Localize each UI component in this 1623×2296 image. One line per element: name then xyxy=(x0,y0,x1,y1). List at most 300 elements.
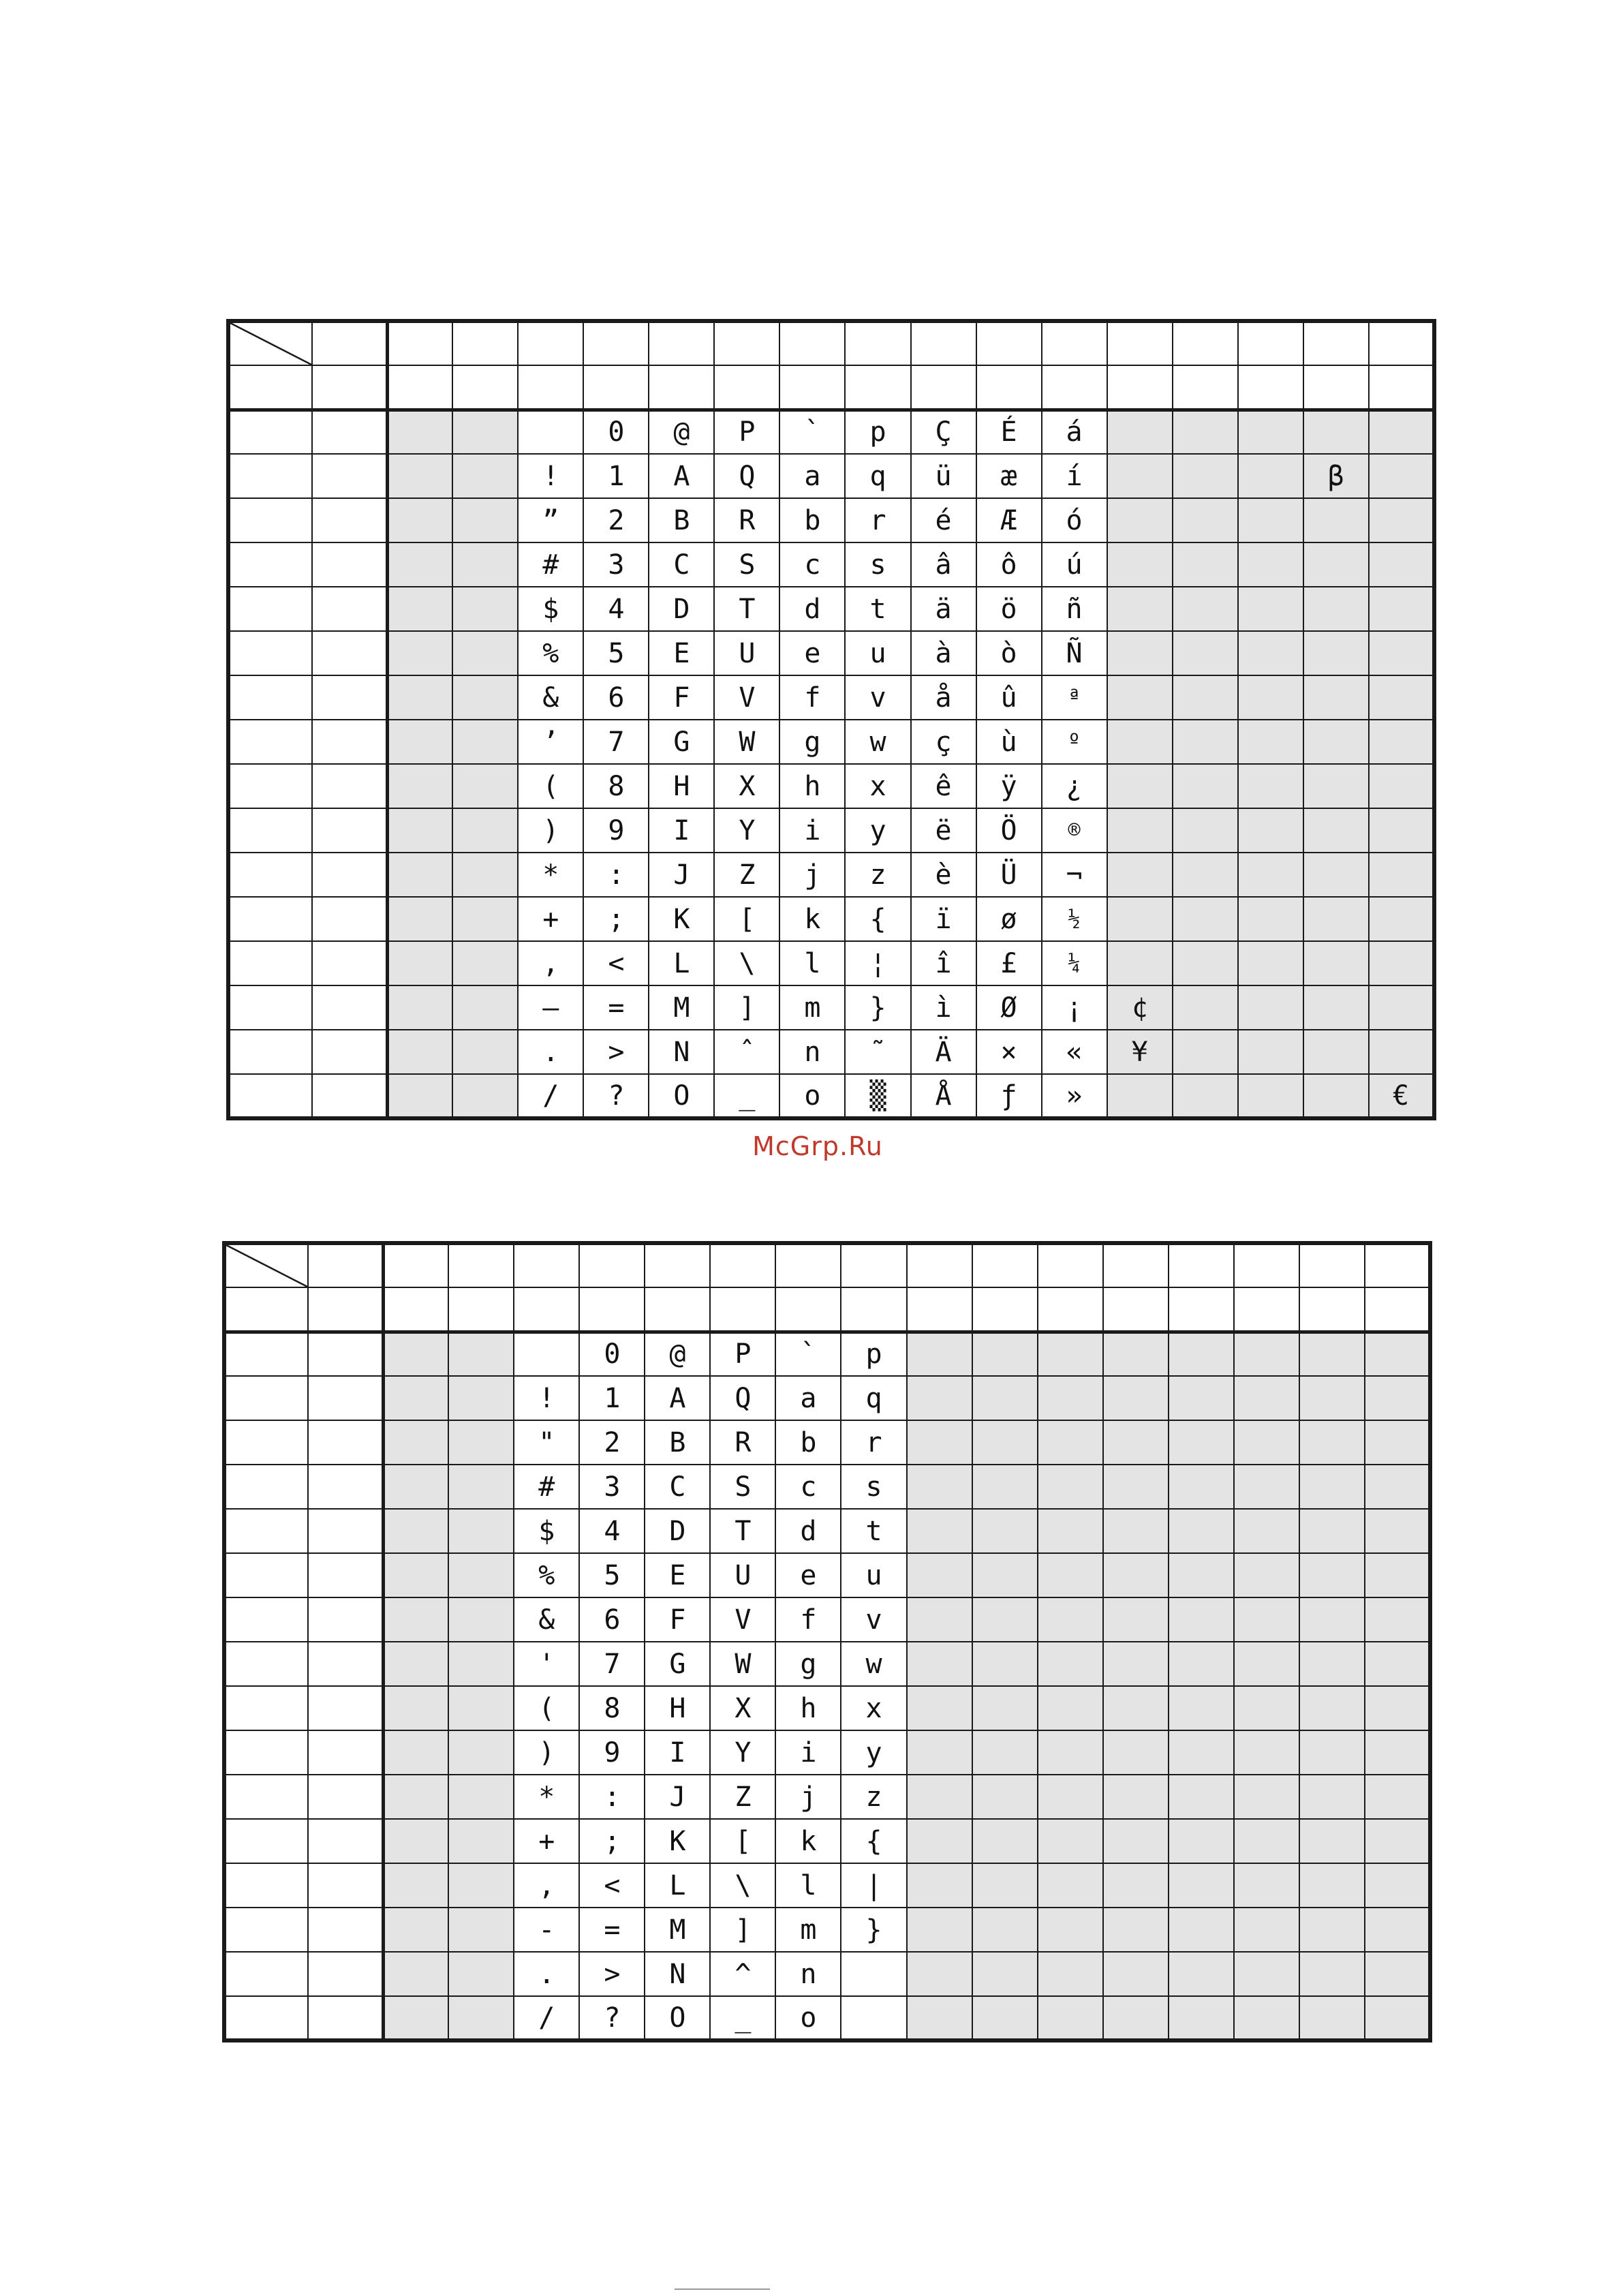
table-cell xyxy=(1234,1465,1299,1509)
table-cell: L xyxy=(645,1863,710,1908)
table-cell xyxy=(1038,1819,1103,1863)
table-cell: ^ xyxy=(710,1952,775,1996)
table-cell xyxy=(1369,542,1434,587)
table-cell: ! xyxy=(514,1376,579,1420)
table-cell xyxy=(448,1509,514,1553)
table-cell: > xyxy=(579,1952,645,1996)
table-cell xyxy=(1365,1686,1430,1730)
table-cell xyxy=(387,542,452,587)
table-cell xyxy=(228,808,312,853)
table-row xyxy=(228,587,1434,631)
table-cell xyxy=(907,1730,972,1775)
table-cell xyxy=(452,454,518,498)
table-cell: × xyxy=(976,1030,1042,1074)
table-row xyxy=(228,454,1434,498)
table-cell xyxy=(452,853,518,897)
table-cell: W xyxy=(710,1642,775,1686)
watermark: McGrp.Ru xyxy=(752,1131,883,1161)
table-cell: % xyxy=(514,1553,579,1597)
table-cell xyxy=(224,1332,308,1376)
table-cell: Ç xyxy=(911,410,976,454)
table-cell: & xyxy=(514,1597,579,1642)
table-cell xyxy=(224,1996,308,2040)
table-cell xyxy=(224,1730,308,1775)
table-cell: j xyxy=(779,853,845,897)
table-row xyxy=(228,631,1434,675)
table-cell xyxy=(1103,1287,1169,1332)
table-cell: j xyxy=(775,1775,841,1819)
table-cell xyxy=(518,365,583,410)
table-cell xyxy=(514,1332,579,1376)
table-cell: £ xyxy=(976,941,1042,985)
table-cell xyxy=(1365,1863,1430,1908)
table-cell: = xyxy=(579,1908,645,1952)
table-row xyxy=(228,720,1434,764)
table-row xyxy=(228,498,1434,542)
table-cell xyxy=(1042,321,1107,365)
table-cell xyxy=(452,675,518,720)
table-cell: ; xyxy=(583,897,649,941)
table-cell: ö xyxy=(976,587,1042,631)
table-cell xyxy=(1303,764,1369,808)
table-cell xyxy=(710,1287,775,1332)
table-cell xyxy=(1365,1376,1430,1420)
table-cell xyxy=(448,1553,514,1597)
table-cell: , xyxy=(518,941,583,985)
table-cell: ˜ xyxy=(845,1030,910,1074)
table-cell xyxy=(845,365,910,410)
character-table-2 xyxy=(222,1241,1432,2042)
table-cell xyxy=(1169,1996,1234,2040)
table-cell xyxy=(1238,764,1303,808)
table-cell: Ö xyxy=(976,808,1042,853)
table-cell xyxy=(1365,1730,1430,1775)
table-cell: l xyxy=(775,1863,841,1908)
table-cell xyxy=(228,853,312,897)
table-cell: . xyxy=(514,1952,579,1996)
table-cell: G xyxy=(649,720,714,764)
table-cell xyxy=(907,1465,972,1509)
table-cell: w xyxy=(845,720,910,764)
table-cell: f xyxy=(779,675,845,720)
table-cell xyxy=(1169,1686,1234,1730)
table-cell xyxy=(308,1465,383,1509)
table-cell xyxy=(228,985,312,1030)
table-cell xyxy=(383,1863,448,1908)
table-cell xyxy=(224,1642,308,1686)
table-cell: X xyxy=(710,1686,775,1730)
table-cell xyxy=(1299,1376,1365,1420)
table-cell xyxy=(1299,1420,1365,1465)
table-cell: Ñ xyxy=(1042,631,1107,675)
table-cell xyxy=(452,542,518,587)
table-cell xyxy=(1238,631,1303,675)
table-cell xyxy=(308,1908,383,1952)
table-cell: 0 xyxy=(583,410,649,454)
table-cell: ! xyxy=(518,454,583,498)
table-cell xyxy=(1234,1243,1299,1287)
table-cell xyxy=(224,1553,308,1597)
table-cell xyxy=(1299,1243,1365,1287)
table-cell xyxy=(1299,1332,1365,1376)
table-cell xyxy=(1038,1553,1103,1597)
table-cell: ( xyxy=(514,1686,579,1730)
table-cell: e xyxy=(779,631,845,675)
table-cell: – xyxy=(518,985,583,1030)
table-cell: A xyxy=(645,1376,710,1420)
table-cell xyxy=(312,985,387,1030)
table-cell xyxy=(1107,897,1173,941)
table-cell xyxy=(1303,720,1369,764)
table-cell xyxy=(907,1642,972,1686)
table-cell: ? xyxy=(583,1074,649,1118)
table-cell xyxy=(448,1420,514,1465)
table-cell: $ xyxy=(518,587,583,631)
table-cell xyxy=(1234,1642,1299,1686)
table-cell xyxy=(308,1775,383,1819)
table-cell xyxy=(907,1420,972,1465)
table-cell xyxy=(1107,542,1173,587)
table-cell xyxy=(1103,1730,1169,1775)
table-cell xyxy=(1234,1686,1299,1730)
table-cell xyxy=(452,631,518,675)
table-cell: * xyxy=(514,1775,579,1819)
table-cell: ' xyxy=(514,1642,579,1686)
table-cell xyxy=(1234,1553,1299,1597)
table-cell xyxy=(972,1332,1038,1376)
table-cell: } xyxy=(841,1908,906,1952)
table-cell xyxy=(972,1819,1038,1863)
table-cell: K xyxy=(645,1819,710,1863)
table-cell: 2 xyxy=(583,498,649,542)
table-cell xyxy=(1238,808,1303,853)
table-cell xyxy=(649,321,714,365)
table-cell xyxy=(1038,1332,1103,1376)
table-cell xyxy=(383,1952,448,1996)
table-cell: Q xyxy=(714,454,779,498)
table-cell xyxy=(308,1863,383,1908)
table-cell xyxy=(907,1996,972,2040)
table-cell xyxy=(312,587,387,631)
table-cell: à xyxy=(911,631,976,675)
table-cell xyxy=(387,631,452,675)
table-cell: R xyxy=(714,498,779,542)
table-cell xyxy=(1369,853,1434,897)
table-cell: & xyxy=(518,675,583,720)
table-cell: % xyxy=(518,631,583,675)
table-cell xyxy=(907,1952,972,1996)
table-cell: n xyxy=(779,1030,845,1074)
table-cell xyxy=(1103,1553,1169,1597)
table-cell: ½ xyxy=(1042,897,1107,941)
table-cell: k xyxy=(775,1819,841,1863)
table-cell xyxy=(1238,321,1303,365)
table-cell xyxy=(1234,1376,1299,1420)
table-cell: 5 xyxy=(583,631,649,675)
table-row xyxy=(224,1509,1430,1553)
table-cell xyxy=(907,1332,972,1376)
table-cell xyxy=(387,941,452,985)
table-cell: å xyxy=(911,675,976,720)
table-cell: \ xyxy=(714,941,779,985)
table-cell: # xyxy=(514,1465,579,1509)
table-cell xyxy=(387,808,452,853)
table-cell: t xyxy=(845,587,910,631)
table-cell xyxy=(448,1465,514,1509)
table-cell xyxy=(907,1376,972,1420)
table-cell xyxy=(1038,1908,1103,1952)
table-row xyxy=(228,985,1434,1030)
table-cell xyxy=(224,1819,308,1863)
table-cell: K xyxy=(649,897,714,941)
table-cell xyxy=(1238,365,1303,410)
table-cell xyxy=(1169,1863,1234,1908)
table-cell xyxy=(1238,720,1303,764)
table-cell xyxy=(228,631,312,675)
table-cell xyxy=(1103,1597,1169,1642)
table-cell: Æ xyxy=(976,498,1042,542)
table-cell xyxy=(911,365,976,410)
table-cell: ® xyxy=(1042,808,1107,853)
table-cell xyxy=(907,1908,972,1952)
table-cell xyxy=(841,1952,906,1996)
table-cell: s xyxy=(841,1465,906,1509)
table-cell: g xyxy=(779,720,845,764)
table-cell xyxy=(224,1908,308,1952)
table-cell xyxy=(452,897,518,941)
table-cell: p xyxy=(845,410,910,454)
table-cell xyxy=(312,853,387,897)
table-cell: T xyxy=(714,587,779,631)
table-cell: ƒ xyxy=(976,1074,1042,1118)
table-cell xyxy=(1303,498,1369,542)
table-cell xyxy=(224,1775,308,1819)
table-cell: Ø xyxy=(976,985,1042,1030)
table-cell: " xyxy=(514,1420,579,1465)
table-cell: ë xyxy=(911,808,976,853)
table-cell: í xyxy=(1042,454,1107,498)
table-cell xyxy=(1369,897,1434,941)
table-cell xyxy=(1173,1030,1238,1074)
table-cell xyxy=(1038,1420,1103,1465)
table-cell xyxy=(1369,985,1434,1030)
table-cell xyxy=(1234,1952,1299,1996)
table-cell xyxy=(1173,985,1238,1030)
table-cell xyxy=(1369,498,1434,542)
header-row xyxy=(228,321,1434,365)
table-cell: ï xyxy=(911,897,976,941)
table-cell xyxy=(972,1376,1038,1420)
table-cell xyxy=(1173,498,1238,542)
table-cell xyxy=(387,764,452,808)
table-cell: M xyxy=(649,985,714,1030)
table-cell: D xyxy=(649,587,714,631)
table-cell: r xyxy=(845,498,910,542)
table-cell xyxy=(387,365,452,410)
table-cell xyxy=(452,365,518,410)
table-cell: U xyxy=(710,1553,775,1597)
table-cell: P xyxy=(714,410,779,454)
table-cell xyxy=(1365,1996,1430,2040)
table-cell: q xyxy=(841,1376,906,1420)
table-cell xyxy=(1038,1376,1103,1420)
table-cell xyxy=(1038,1952,1103,1996)
table-cell xyxy=(387,985,452,1030)
table-cell xyxy=(1303,542,1369,587)
table-cell xyxy=(312,764,387,808)
table-cell xyxy=(1365,1332,1430,1376)
table-cell xyxy=(308,1420,383,1465)
table-cell xyxy=(1365,1420,1430,1465)
table-cell xyxy=(1103,1819,1169,1863)
table-row xyxy=(228,410,1434,454)
table-cell xyxy=(1169,1642,1234,1686)
table-cell: a xyxy=(775,1376,841,1420)
table-cell xyxy=(383,1642,448,1686)
table-cell xyxy=(1038,1996,1103,2040)
table-cell: û xyxy=(976,675,1042,720)
table-cell xyxy=(448,1819,514,1863)
table-cell xyxy=(1303,1074,1369,1118)
table-cell: 8 xyxy=(579,1686,645,1730)
table-cell: = xyxy=(583,985,649,1030)
table-cell: ▒ xyxy=(845,1074,910,1118)
table-cell: ª xyxy=(1042,675,1107,720)
table-cell: ¬ xyxy=(1042,853,1107,897)
table-cell: é xyxy=(911,498,976,542)
table-cell: , xyxy=(514,1863,579,1908)
table-cell: € xyxy=(1369,1074,1434,1118)
table-cell: b xyxy=(779,498,845,542)
table-row xyxy=(228,764,1434,808)
table-cell xyxy=(1234,1863,1299,1908)
table-row xyxy=(224,1376,1430,1420)
table-cell xyxy=(224,1597,308,1642)
table-cell: c xyxy=(779,542,845,587)
table-cell: ; xyxy=(579,1819,645,1863)
table-cell xyxy=(972,1243,1038,1287)
table-cell: è xyxy=(911,853,976,897)
table-cell: Y xyxy=(714,808,779,853)
table-cell: < xyxy=(579,1863,645,1908)
table-cell xyxy=(308,1509,383,1553)
table-cell xyxy=(448,1908,514,1952)
table-cell xyxy=(1103,1952,1169,1996)
table-cell xyxy=(312,321,387,365)
table-cell xyxy=(779,365,845,410)
table-cell xyxy=(649,365,714,410)
table-cell xyxy=(1299,1642,1365,1686)
table-cell xyxy=(1107,720,1173,764)
table-cell xyxy=(1038,1775,1103,1819)
table-row xyxy=(224,1863,1430,1908)
table-cell xyxy=(312,631,387,675)
table-cell: S xyxy=(710,1465,775,1509)
table-cell xyxy=(972,1908,1038,1952)
table-cell xyxy=(228,941,312,985)
table-cell xyxy=(452,498,518,542)
table-cell xyxy=(1107,1074,1173,1118)
table-cell xyxy=(1103,1686,1169,1730)
table-cell xyxy=(1169,1908,1234,1952)
table-cell: O xyxy=(649,1074,714,1118)
table-cell: c xyxy=(775,1465,841,1509)
table-cell: ¢ xyxy=(1107,985,1173,1030)
table-cell xyxy=(224,1243,308,1287)
table-cell xyxy=(383,1376,448,1420)
table-cell: ” xyxy=(518,498,583,542)
table-cell xyxy=(972,1287,1038,1332)
table-row xyxy=(224,1775,1430,1819)
table-cell xyxy=(228,764,312,808)
table-cell xyxy=(228,1074,312,1118)
table-cell xyxy=(1169,1597,1234,1642)
table-cell: ò xyxy=(976,631,1042,675)
table-cell: | xyxy=(841,1863,906,1908)
footer-mark xyxy=(675,2289,770,2294)
table-cell xyxy=(1103,1996,1169,2040)
table-cell xyxy=(907,1597,972,1642)
table-cell xyxy=(1042,365,1107,410)
table-cell xyxy=(1238,941,1303,985)
table-cell xyxy=(224,1952,308,1996)
table-cell: ó xyxy=(1042,498,1107,542)
table-cell xyxy=(1173,631,1238,675)
table-cell xyxy=(1365,1952,1430,1996)
table-cell: Z xyxy=(714,853,779,897)
table-cell xyxy=(1234,1332,1299,1376)
table-cell xyxy=(228,587,312,631)
table-cell xyxy=(645,1243,710,1287)
table-cell: A xyxy=(649,454,714,498)
table-cell xyxy=(312,720,387,764)
table-cell xyxy=(1369,587,1434,631)
table-cell xyxy=(841,1287,906,1332)
table-cell xyxy=(1169,1509,1234,1553)
table-cell: N xyxy=(645,1952,710,1996)
table-row xyxy=(228,897,1434,941)
table-cell xyxy=(1173,1074,1238,1118)
table-cell: u xyxy=(845,631,910,675)
table-cell xyxy=(1107,941,1173,985)
table-cell: k xyxy=(779,897,845,941)
table-cell xyxy=(845,321,910,365)
table-cell xyxy=(518,410,583,454)
table-cell: 4 xyxy=(583,587,649,631)
table-cell xyxy=(1299,1775,1365,1819)
table-cell xyxy=(448,1642,514,1686)
table-cell xyxy=(383,1686,448,1730)
table-cell xyxy=(1107,410,1173,454)
table-cell xyxy=(1238,498,1303,542)
table-cell: 7 xyxy=(583,720,649,764)
table-cell xyxy=(907,1775,972,1819)
table-cell xyxy=(1173,720,1238,764)
table-cell xyxy=(1299,1819,1365,1863)
table-row xyxy=(224,1553,1430,1597)
table-cell: S xyxy=(714,542,779,587)
table-cell: Z xyxy=(710,1775,775,1819)
table-cell: 5 xyxy=(579,1553,645,1597)
table-cell: _ xyxy=(714,1074,779,1118)
table-cell: W xyxy=(714,720,779,764)
table-cell xyxy=(1369,410,1434,454)
table-cell xyxy=(452,587,518,631)
table-cell: Q xyxy=(710,1376,775,1420)
table-cell xyxy=(1299,1996,1365,2040)
table-cell xyxy=(228,410,312,454)
table-cell: 0 xyxy=(579,1332,645,1376)
